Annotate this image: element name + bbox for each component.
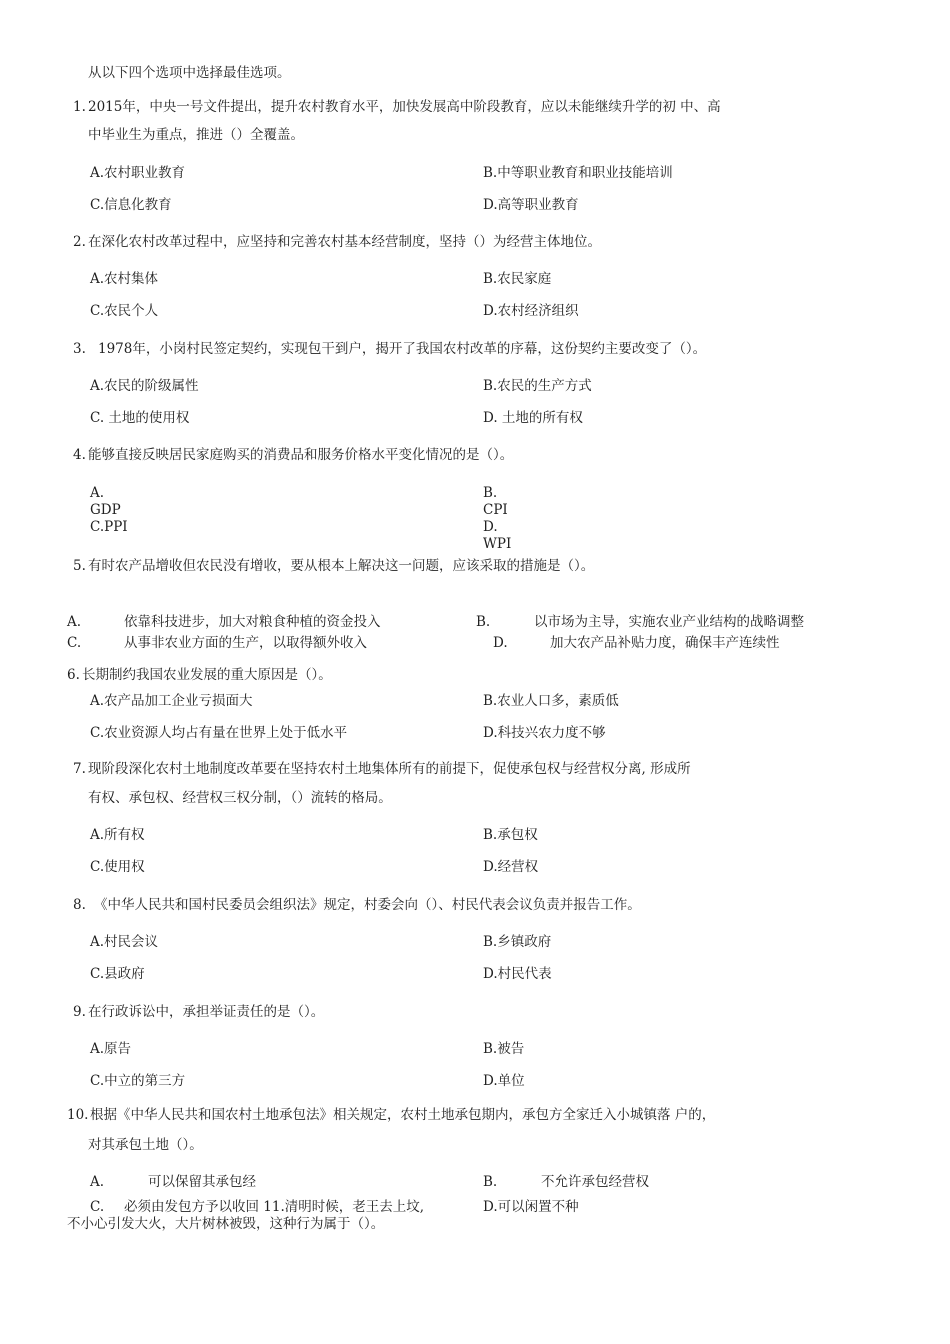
question-6-option-d[interactable]: D.科技兴农力度不够 bbox=[483, 725, 606, 741]
question-2-text: 在深化农村改革过程中，应坚持和完善农村基本经营制度，坚持（）为经营主体地位。 bbox=[88, 234, 601, 250]
question-4-option-b-value[interactable]: CPI bbox=[483, 502, 508, 518]
question-2-number: 2. bbox=[73, 234, 86, 250]
question-6-option-a[interactable]: A.农产品加工企业亏损面大 bbox=[90, 693, 253, 709]
question-2-option-a[interactable]: A.农村集体 bbox=[90, 271, 159, 287]
question-5-text: 有时农产品增收但农民没有增收，要从根本上解决这一问题，应该采取的措施是（）。 bbox=[88, 558, 595, 574]
instructions: 从以下四个选项中选择最佳选项。 bbox=[88, 65, 291, 81]
question-9-option-d[interactable]: D.单位 bbox=[483, 1073, 525, 1089]
question-10-option-c-text[interactable]: 必须由发包方予以收回 11.清明时候，老王去上坟, bbox=[124, 1199, 425, 1215]
question-8-text: 《中华人民共和国村民委员会组织法》规定，村委会向（）、村民代表会议负责并报告工作。 bbox=[94, 897, 641, 913]
question-4-option-c[interactable]: C.PPI bbox=[90, 519, 128, 535]
question-7-option-b[interactable]: B.承包权 bbox=[483, 827, 538, 843]
question-10-option-a-label[interactable]: A. bbox=[90, 1174, 105, 1190]
question-9-text: 在行政诉讼中，承担举证责任的是（）。 bbox=[88, 1004, 325, 1020]
question-8-option-a[interactable]: A.村民会议 bbox=[90, 934, 159, 950]
question-10-option-b-text[interactable]: 不允许承包经营权 bbox=[541, 1174, 649, 1190]
question-9-option-b[interactable]: B.被告 bbox=[483, 1041, 525, 1057]
question-2-option-b[interactable]: B.农民家庭 bbox=[483, 271, 552, 287]
question-1-option-a[interactable]: A.农村职业教育 bbox=[90, 165, 186, 181]
question-4-option-a-value[interactable]: GDP bbox=[90, 502, 121, 518]
question-6-option-c[interactable]: C.农业资源人均占有量在世界上处于低水平 bbox=[90, 725, 348, 741]
question-5-option-d-text[interactable]: 加大农产品补贴力度，确保丰产连续性 bbox=[550, 635, 780, 651]
question-2-option-d[interactable]: D.农村经济组织 bbox=[483, 303, 579, 319]
question-8-option-c[interactable]: C.县政府 bbox=[90, 966, 145, 982]
question-5-option-c-text[interactable]: 从事非农业方面的生产，以取得额外收入 bbox=[124, 635, 367, 651]
question-10-option-b-label[interactable]: B. bbox=[483, 1174, 498, 1190]
question-9-number: 9. bbox=[73, 1004, 86, 1020]
question-4-text: 能够直接反映居民家庭购买的消费品和服务价格水平变化情况的是（）。 bbox=[88, 447, 514, 463]
question-6-number: 6. bbox=[67, 667, 80, 683]
question-9-option-a[interactable]: A.原告 bbox=[90, 1041, 132, 1057]
question-5-option-b-label[interactable]: B. bbox=[476, 614, 491, 630]
question-10-option-d[interactable]: D.可以闲置不种 bbox=[483, 1199, 579, 1215]
question-10-option-a-text[interactable]: 可以保留其承包经 bbox=[148, 1174, 256, 1190]
question-10-option-c-label[interactable]: C. bbox=[90, 1199, 105, 1215]
question-6-text: 长期制约我国农业发展的重大原因是（）。 bbox=[82, 667, 332, 683]
question-1-option-c[interactable]: C.信息化教育 bbox=[90, 197, 172, 213]
question-7-number: 7. bbox=[73, 761, 86, 777]
question-1-text-cont: 中毕业生为重点，推进（）全覆盖。 bbox=[88, 127, 304, 143]
question-3-option-b[interactable]: B.农民的生产方式 bbox=[483, 378, 592, 394]
question-1-text: 2015年，中央一号文件提出，提升农村教育水平，加快发展高中阶段教育，应以未能继续升学的初 中、高 bbox=[88, 99, 721, 115]
question-3-option-a[interactable]: A.农民的阶级属性 bbox=[90, 378, 199, 394]
question-5-option-d-label[interactable]: D. bbox=[493, 635, 508, 651]
question-5-option-a-label[interactable]: A. bbox=[67, 614, 82, 630]
question-5-number: 5. bbox=[73, 558, 86, 574]
question-5-option-a-text[interactable]: 依靠科技进步，加大对粮食种植的资金投入 bbox=[124, 614, 381, 630]
question-4-option-b-label[interactable]: B. bbox=[483, 485, 498, 501]
question-3-text: 1978年，小岗村民签定契约，实现包干到户，揭开了我国农村改革的序幕，这份契约主要改变了（）。 bbox=[98, 341, 707, 357]
question-10-text-cont: 对其承包土地（）。 bbox=[88, 1137, 203, 1153]
question-1-number: 1. bbox=[73, 99, 86, 115]
question-4-option-d-value[interactable]: WPI bbox=[483, 536, 512, 552]
question-3-option-c[interactable]: C. 土地的使用权 bbox=[90, 410, 190, 426]
question-1-option-b[interactable]: B.中等职业教育和职业技能培训 bbox=[483, 165, 673, 181]
question-8-option-b[interactable]: B.乡镇政府 bbox=[483, 934, 552, 950]
question-4-option-a-label[interactable]: A. bbox=[90, 485, 105, 501]
question-4-option-d-label[interactable]: D. bbox=[483, 519, 498, 535]
question-10-text: 根据《中华人民共和国农村土地承包法》相关规定，农村土地承包期内，承包方全家迁入小城镇落 户的， bbox=[90, 1107, 716, 1123]
question-2-option-c[interactable]: C.农民个人 bbox=[90, 303, 159, 319]
question-7-text-cont: 有权、承包权、经营权三权分制，（）流转的格局。 bbox=[88, 790, 392, 806]
question-8-number: 8. bbox=[73, 897, 86, 913]
question-5-option-b-text[interactable]: 以市场为主导，实施农业产业结构的战略调整 bbox=[534, 614, 804, 630]
question-1-option-d[interactable]: D.高等职业教育 bbox=[483, 197, 579, 213]
question-3-number: 3. bbox=[73, 341, 86, 357]
question-7-option-c[interactable]: C.使用权 bbox=[90, 859, 145, 875]
question-6-option-b[interactable]: B.农业人口多，素质低 bbox=[483, 693, 619, 709]
question-10-number: 10. bbox=[67, 1107, 89, 1123]
question-7-option-d[interactable]: D.经营权 bbox=[483, 859, 539, 875]
question-7-text: 现阶段深化农村土地制度改革要在坚持农村土地集体所有的前提下，促使承包权与经营权分离, 形成所 bbox=[88, 761, 691, 777]
question-9-option-c[interactable]: C.中立的第三方 bbox=[90, 1073, 186, 1089]
question-7-option-a[interactable]: A.所有权 bbox=[90, 827, 145, 843]
question-8-option-d[interactable]: D.村民代表 bbox=[483, 966, 552, 982]
question-5-option-c-label[interactable]: C. bbox=[67, 635, 82, 651]
question-3-option-d[interactable]: D. 土地的所有权 bbox=[483, 410, 583, 426]
question-11-text: 不小心引发大火，大片树林被毁，这种行为属于（）。 bbox=[67, 1216, 385, 1232]
question-4-number: 4. bbox=[73, 447, 86, 463]
